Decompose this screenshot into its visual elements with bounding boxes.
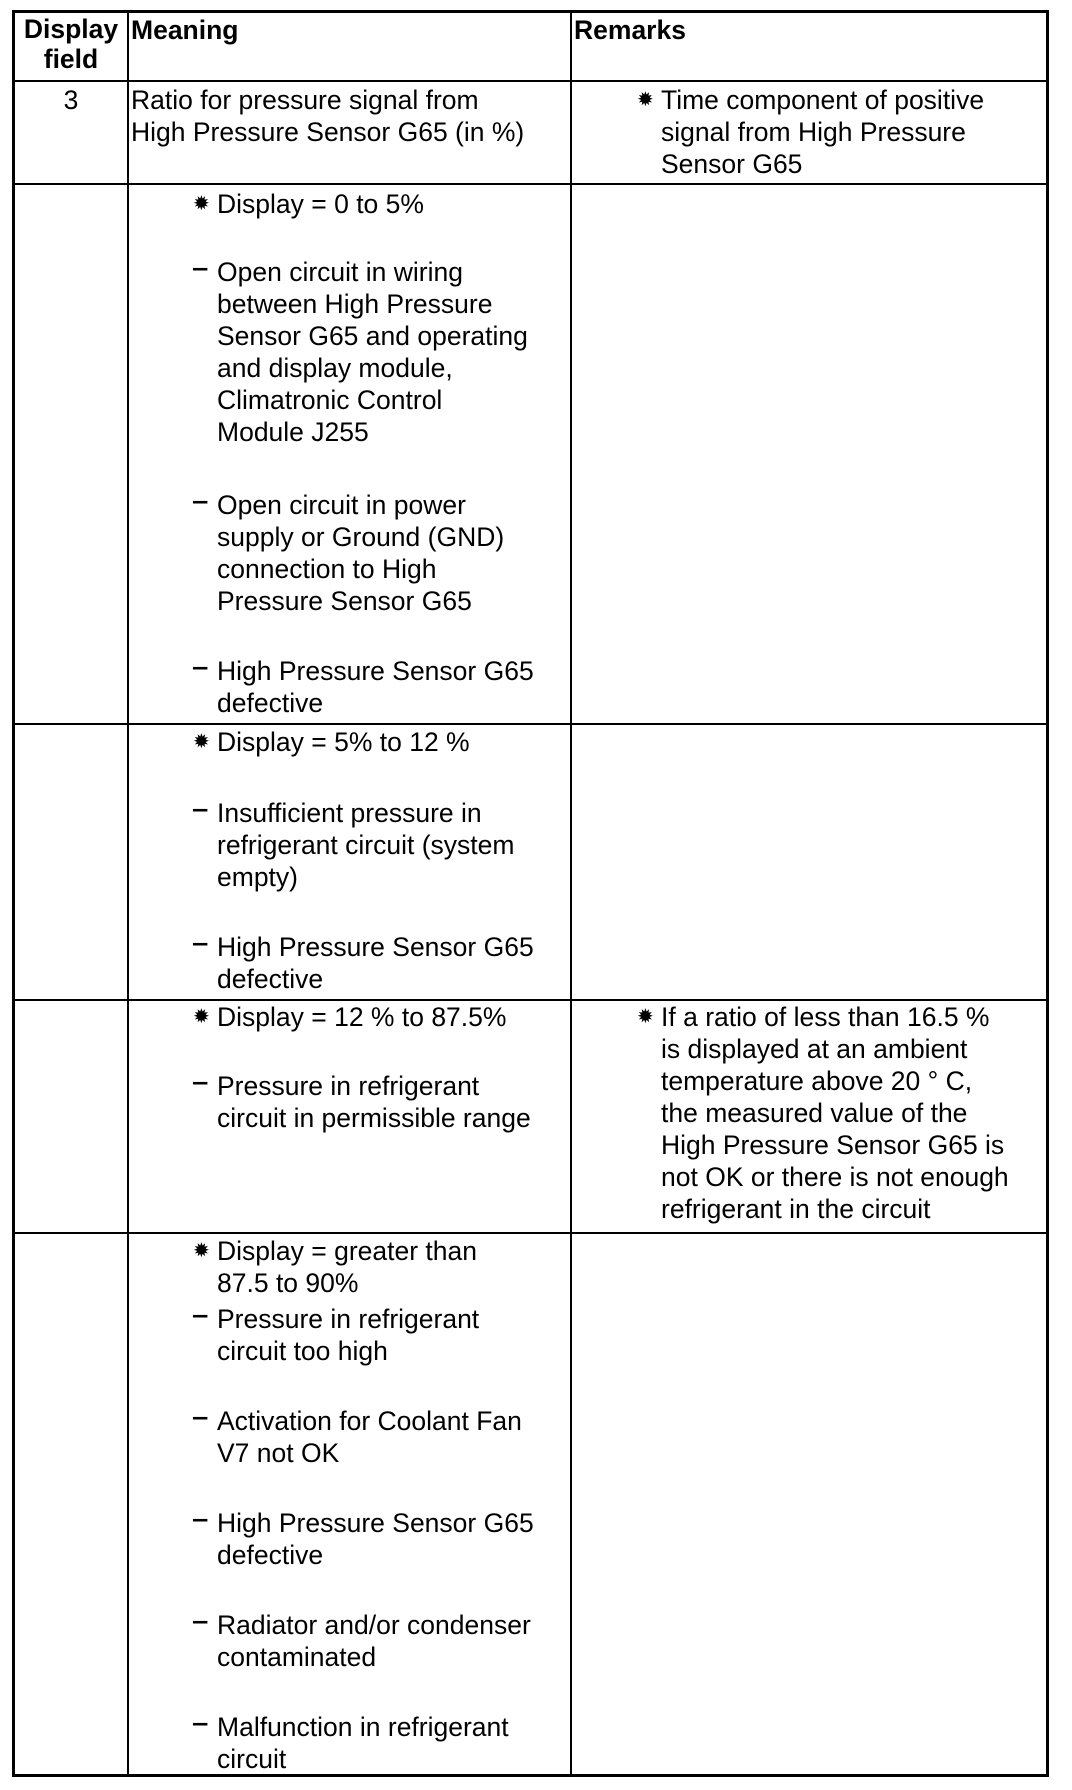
row4-display: Display = 12 % to 87.5%	[217, 1002, 507, 1032]
row5-item-2: Activation for Coolant Fan V7 not OK	[217, 1406, 522, 1468]
row2-item3-dash-icon: ‒	[193, 651, 208, 681]
row2-item-3: High Pressure Sensor G65 defective	[217, 656, 534, 718]
row2-display: Display = 0 to 5%	[217, 189, 424, 219]
column-divider-1	[127, 13, 129, 1774]
row3-display-bullet-icon: ✹	[193, 731, 210, 753]
row-divider-header	[15, 80, 1046, 82]
row-divider-1	[15, 183, 1046, 185]
row4-remark: If a ratio of less than 16.5 % is displayed at an ambient temperature above 20 ° C, the measured value of the High Pressure Sensor G65 is not OK or there is not enough refrigerant in the circuit	[661, 1002, 1009, 1224]
row2-item-2: Open circuit in power supply or Ground (GND) connection to High Pressure Sensor G65	[217, 490, 505, 616]
row4-item-1: Pressure in refrigerant circuit in permissible range	[217, 1071, 531, 1133]
row5-item-4: Radiator and/or condenser contaminated	[217, 1610, 531, 1672]
row5-item-1: Pressure in refrigerant circuit too high	[217, 1304, 480, 1366]
row3-item-1: Insufficient pressure in refrigerant circuit (system empty)	[217, 798, 515, 892]
row4-item1-dash-icon: ‒	[193, 1066, 208, 1096]
row-divider-4	[15, 1232, 1046, 1234]
row5-item4-dash-icon: ‒	[193, 1605, 208, 1635]
header-display-field: Display field	[23, 14, 119, 74]
row2-item2-dash-icon: ‒	[193, 485, 208, 515]
row3-display: Display = 5% to 12 %	[217, 727, 470, 757]
header-meaning: Meaning	[131, 15, 239, 45]
row-divider-2	[15, 723, 1046, 725]
row5-display: Display = greater than 87.5 to 90%	[217, 1236, 477, 1298]
row5-item-3: High Pressure Sensor G65 defective	[217, 1508, 534, 1570]
header-remarks: Remarks	[574, 15, 686, 45]
row2-item1-dash-icon: ‒	[193, 252, 208, 282]
row1-meaning: Ratio for pressure signal from High Pressure Sensor G65 (in %)	[131, 85, 525, 147]
row1-field: 3	[63, 85, 79, 115]
row4-remark-bullet-icon: ✹	[637, 1006, 654, 1028]
row3-item-2: High Pressure Sensor G65 defective	[217, 932, 534, 994]
row5-display-bullet-icon: ✹	[193, 1240, 210, 1262]
row3-item2-dash-icon: ‒	[193, 927, 208, 957]
row2-display-bullet-icon: ✹	[193, 193, 210, 215]
row5-item5-dash-icon: ‒	[193, 1707, 208, 1737]
row1-remark: Time component of positive signal from High Pressure Sensor G65	[661, 85, 985, 179]
row5-item1-dash-icon: ‒	[193, 1299, 208, 1329]
column-divider-2	[570, 13, 572, 1774]
row5-item2-dash-icon: ‒	[193, 1401, 208, 1431]
row5-item3-dash-icon: ‒	[193, 1503, 208, 1533]
row4-display-bullet-icon: ✹	[193, 1006, 210, 1028]
row3-item1-dash-icon: ‒	[193, 793, 208, 823]
row5-item-5: Malfunction in refrigerant circuit	[217, 1712, 509, 1774]
row2-item-1: Open circuit in wiring between High Pressure Sensor G65 and operating and display module, Climatronic Control Module J255	[217, 257, 528, 447]
row1-remark-bullet-icon: ✹	[637, 89, 654, 111]
